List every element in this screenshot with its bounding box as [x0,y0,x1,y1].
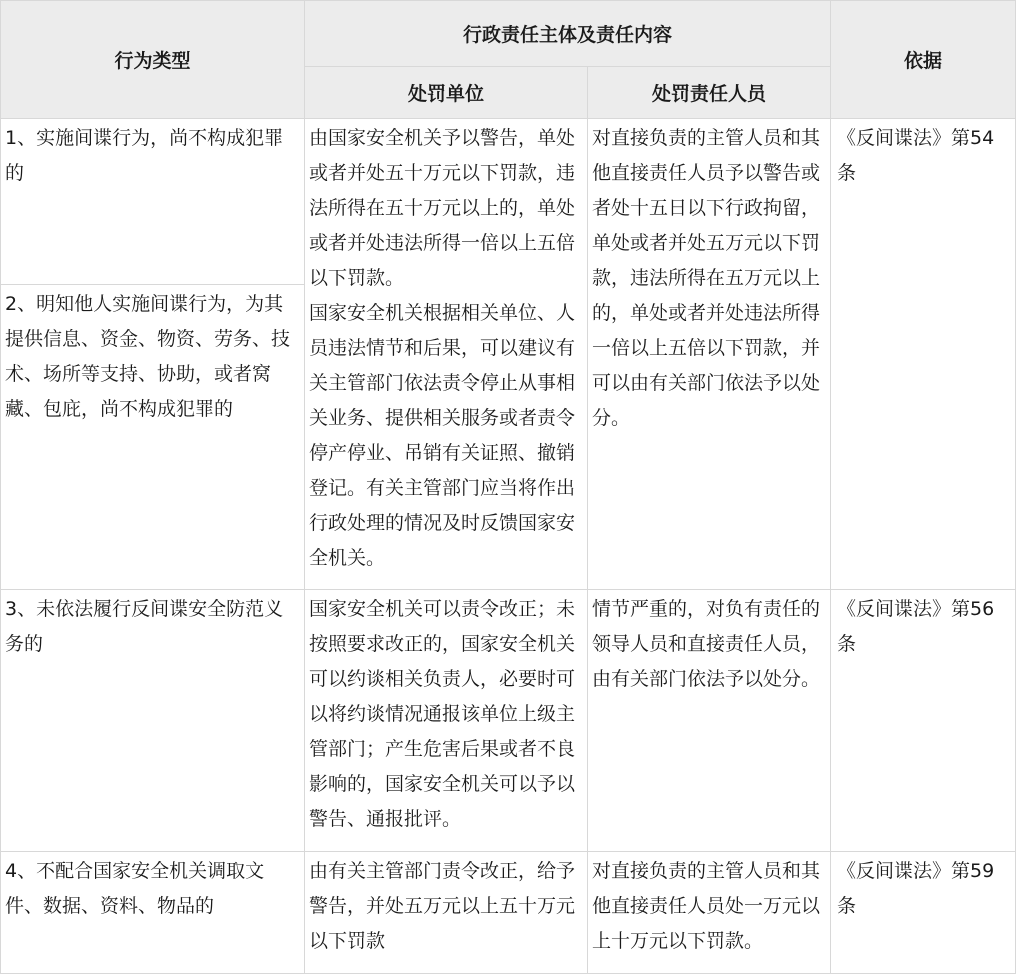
penalty-unit-cell [305,119,588,590]
penalty-person-cell: 对直接负责的主管人员和其他直接责任人员予以警告或者处十五日以下行政拘留，单处或者并处五万元以下罚款，违法所得在五万元以上的，单处或者并处违法所得一倍以上五倍以下罚款，并可以由有关部门依法予以处分。 [588,119,831,590]
basis-cell: 《反间谍法》第54条 [831,119,1016,590]
header-behavior-type: 行为类型 [1,1,305,119]
header-admin-responsibility: 行政责任主体及责任内容 [305,1,831,67]
behavior-cell: 4、不配合国家安全机关调取文件、数据、资料、物品的 [1,852,305,974]
behavior-cell: 1、实施间谍行为，尚不构成犯罪的 [1,119,305,285]
penalty-unit-text: 由国家安全机关予以警告，单处或者并处五十万元以下罚款，违法所得在五十万元以上的，单处或者并处违法所得一倍以上五倍以下罚款。 [309,127,576,289]
header-basis: 依据 [831,1,1016,119]
penalty-person-cell: 对直接负责的主管人员和其他直接责任人员处一万元以上十万元以下罚款。 [588,852,831,974]
penalty-unit-cell: 由有关主管部门责令改正，给予警告，并处五万元以上五十万元以下罚款 [305,852,588,974]
basis-cell: 《反间谍法》第56条 [831,590,1016,852]
behavior-cell: 2、明知他人实施间谍行为，为其提供信息、资金、物资、劳务、技术、场所等支持、协助，或者窝藏、包庇，尚不构成犯罪的 [1,285,305,590]
table-row [1,119,1016,285]
header-penalty-person: 处罚责任人员 [588,67,831,119]
basis-cell: 《反间谍法》第59条 [831,852,1016,974]
table-row [1,590,1016,852]
penalty-unit-text: 国家安全机关根据相关单位、人员违法情节和后果，可以建议有关主管部门依法责令停止从事相关业务、提供相关服务或者责令停产停业、吊销有关证照、撤销登记。有关主管部门应当将作出行政处理的情况及时反馈国家安全机关。 [309,302,576,569]
header-penalty-unit: 处罚单位 [305,67,588,119]
table-row [1,852,1016,974]
penalty-person-cell: 情节严重的，对负有责任的领导人员和直接责任人员，由有关部门依法予以处分。 [588,590,831,852]
behavior-cell: 3、未依法履行反间谍安全防范义务的 [1,590,305,852]
penalty-unit-cell: 国家安全机关可以责令改正；未按照要求改正的，国家安全机关可以约谈相关负责人，必要时可以将约谈情况通报该单位上级主管部门；产生危害后果或者不良影响的，国家安全机关可以予以警告、通报批评。 [305,590,588,852]
